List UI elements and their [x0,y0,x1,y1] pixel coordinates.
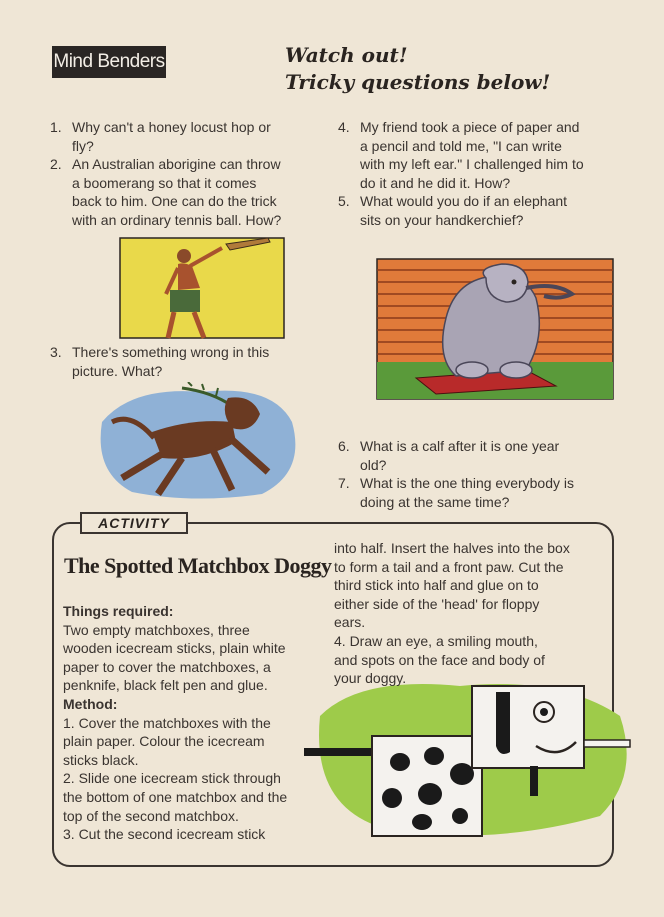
headline [285,42,585,96]
section-badge: Mind Benders [52,46,166,78]
question-1: 1. Why can't a honey locust hop or fly? [50,119,271,154]
monkey-illustration [92,382,320,504]
headline-line-2: Tricky questions below! [285,70,551,94]
things-heading: Things required: [63,603,174,619]
matchbox-dog-illustration [300,676,640,844]
elephant-illustration [376,258,614,400]
activity-tab: ACTIVITY [80,512,188,534]
boomerang-thrower-illustration [118,236,286,340]
activity-title: The Spotted Matchbox Doggy [64,553,332,578]
question-list-right-bottom [338,437,620,511]
question-4: 4. My friend took a piece of paper and a pencil and told me, "I can write with my left ear." I challenged him to do it and he did it. How? [338,119,584,191]
activity-left-column: Things required: Two empty matchboxes, three wooden icecream sticks, plain white paper to cover the matchboxes, a penknife, black felt pen and glue. Method: 1. Cover the matchboxes with the plain paper. Colour the icecream sticks black. 2. Slide one icecream stick through the bottom of one matchbox and the top of the second matchbox. 3. Cut the second icecream stick [63,602,325,844]
question-list-left-bottom [50,343,320,380]
activity-right-column: into half. Insert the halves into the box to form a tail and a front paw. Cut the third stick into half and glue on to either side of the 'head' for floppy ears. 4. Draw an eye, a smiling mouth, and spots on the face and body of your doggy. [334,540,570,687]
method-heading: Method: [63,695,118,712]
question-2: 2. An Australian aborigine can throw a boomerang so that it comes back to him. One can do the trick with an ordinary tennis ball. How? [50,156,282,228]
question-3: 3. There's something wrong in this picture. What? [50,344,270,379]
question-list-right-top [338,118,620,230]
question-5: 5. What would you do if an elephant sits on your handkerchief? [338,193,568,228]
question-6: 6. What is a calf after it is one year old? [338,438,560,473]
headline-line-1: Watch out! [285,43,408,67]
question-7: 7. What is the one thing everybody is doing at the same time? [338,475,575,510]
question-list-left-top [50,118,320,230]
